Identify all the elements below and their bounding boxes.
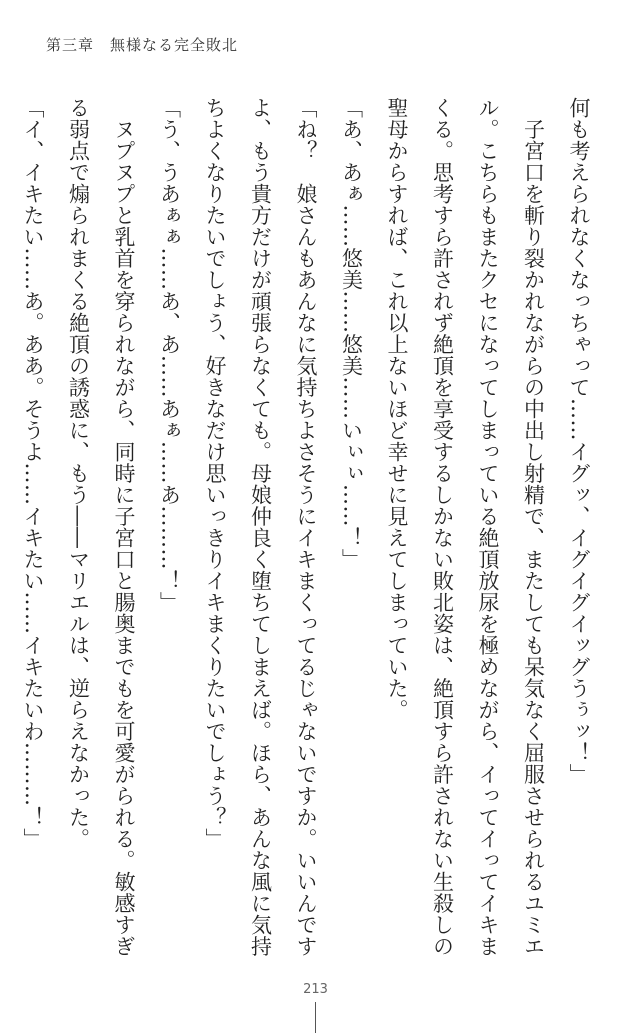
text-line: 聖母からすれば、これ以上ないほど幸せに見えてしまっていた。: [385, 97, 409, 721]
text-line: 「ね？ 娘さんもあんなに気持ちよさそうにイキまくってるじゃないですか。いいんです: [294, 97, 318, 957]
text-line: 「イ、イキたい……あ。ああ。そうよ……イキたい……イキたいわ………！」: [21, 97, 45, 850]
chapter-header: 第三章 無様なる完全敗北: [46, 36, 239, 54]
text-line: くる。思考すら許されず絶頂を享受するしかない敗北姿は、絶頂すら許されない生殺しの: [430, 97, 455, 957]
page-number-rule: [315, 1002, 316, 1033]
text-line: ル。こちらもまたクセになってしまっている絶頂放尿を極めながら、イってイってイキま: [476, 97, 500, 957]
text-line: る弱点で煽られまくる絶頂の誘惑に、もう――マリエルは、逆らえなかった。: [66, 97, 91, 850]
text-line: ちよくなりたいでしょう、好きなだけ思いっきりイキまくりたいでしょう？」: [203, 97, 227, 850]
text-line: ヌプヌプと乳首を穿られながら、同時に子宮口と腸奥までもを可愛がられる。敏感すぎ: [112, 97, 136, 957]
text-line: 「あ、あぁ……悠美……悠美……いぃぃ……！」: [339, 97, 364, 570]
page-number: 213: [303, 982, 328, 997]
text-line: [0, 97, 10, 957]
text-line: 何も考えられなくなっちゃって……イグッ、イグイグイッグうぅッ！」: [567, 97, 591, 785]
text-line: 子宮口を斬り裂かれながらの中出し射精で、またしても呆気なく屈服させられるユミエ: [521, 97, 546, 957]
text-line: よ、もう貴方だけが頑張らなくても。母娘仲良く堕ちてしまえば。ほら、あんな風に気持: [248, 97, 273, 957]
text-line: 「う、うあぁぁ……あ、あ……あぁ……あ………！」: [157, 97, 182, 613]
vertical-text-body: [21, 97, 601, 957]
